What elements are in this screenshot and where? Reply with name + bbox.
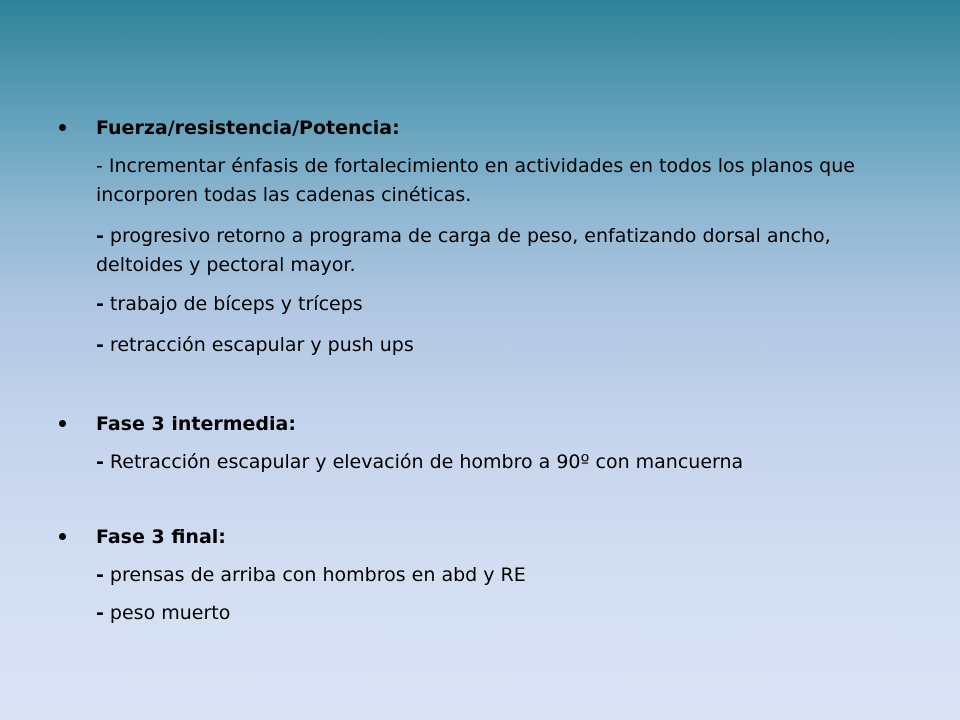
bullet-dot-icon: [59, 420, 66, 427]
item-dash: -: [96, 293, 104, 315]
list-item: [96, 222, 866, 280]
section-heading: Fuerza/resistencia/Potencia:: [96, 117, 400, 139]
list-item: [96, 448, 866, 477]
item-text: progresivo retorno a programa de carga de peso, enfatizando dorsal ancho, deltoides y pectoral mayor.: [96, 225, 831, 276]
item-text: peso muerto: [103, 602, 231, 624]
section-heading: Fase 3 intermedia:: [96, 413, 296, 435]
item-dash: -: [96, 334, 104, 356]
list-item: [96, 331, 866, 360]
bullet-dot-icon: [59, 124, 66, 131]
item-text: Incrementar énfasis de fortalecimiento en actividades en todos los planos que incorporen todas las cadenas cinéticas.: [96, 155, 855, 206]
item-text: retracción escapular y push ups: [103, 334, 414, 356]
section-heading: Fase 3 final:: [96, 526, 226, 548]
list-item: [96, 561, 866, 590]
item-text: prensas de arriba con hombros en abd y RE: [103, 564, 526, 586]
list-item: [96, 152, 866, 210]
item-dash: -: [96, 602, 104, 624]
bullet-dot-icon: [59, 533, 66, 540]
item-dash: -: [96, 225, 104, 247]
item-dash: -: [96, 564, 104, 586]
list-item: [96, 290, 866, 319]
item-text: Retracción escapular y elevación de hombro a 90º con mancuerna: [103, 451, 744, 473]
item-text: trabajo de bíceps y tríceps: [103, 293, 363, 315]
item-dash: -: [96, 155, 103, 177]
item-dash: -: [96, 451, 104, 473]
list-item: [96, 599, 866, 628]
